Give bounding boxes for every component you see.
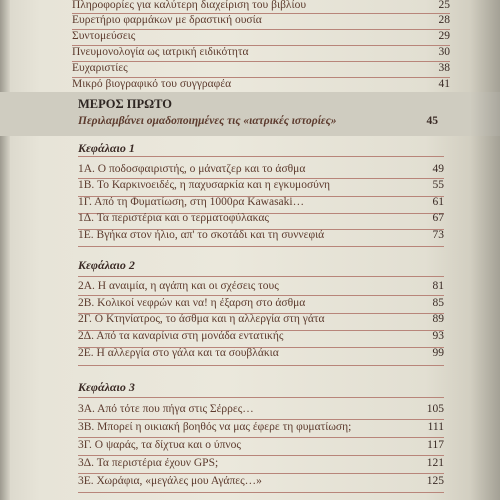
toc-entry-page: 38	[438, 62, 450, 74]
divider	[78, 492, 444, 493]
toc-entry-title: 1Γ. Από τη Φυματίωση, στη 1000ρα Kawasaki…	[78, 196, 305, 208]
toc-entry-page: 61	[432, 196, 444, 208]
toc-entry-title: 1Ε. Βγήκα στον ήλιο, απ' το σκοτάδι και τη συννεφιά	[78, 229, 325, 241]
page-edge-shadow	[470, 0, 500, 500]
toc-entry-title: Συντομεύσεις	[72, 30, 136, 42]
toc-entry-page: 28	[438, 14, 450, 26]
toc-entry-page: 85	[432, 297, 444, 309]
divider	[78, 156, 444, 157]
toc-entry-title: 2Δ. Από τα καναρίνια στη μονάδα εντατικής	[78, 330, 284, 342]
toc-entry-page: 121	[426, 457, 444, 469]
part-subtitle: Περιλαμβάνει ομαδοποιημένες τις «ιατρικές ιστορίες»	[78, 115, 337, 127]
toc-entry-page: 25	[438, 0, 450, 11]
toc-entry-page: 81	[432, 280, 444, 292]
toc-entry-title: Ευρετήριο φαρμάκων με δραστική ουσία	[72, 14, 262, 26]
toc-entry-title: 2Γ. Ο Κτηνίατρος, το άσθμα και η αλλεργία στη γάτα	[78, 313, 325, 325]
toc-entry-title: 3Ε. Χωράφια, «μεγάλες μου Αγάπες…»	[78, 475, 262, 487]
toc-entry-title: 3Α. Από τότε που πήγα στις Σέρρες…	[78, 403, 254, 415]
divider	[78, 419, 444, 420]
toc-entry-title: 1Α. Ο ποδοσφαιριστής, ο μάνατζερ και το άσθμα	[78, 163, 306, 175]
divider	[78, 437, 444, 438]
toc-entry-page: 73	[432, 229, 444, 241]
divider	[72, 61, 450, 62]
divider	[78, 246, 444, 247]
toc-entry-page: 117	[427, 439, 444, 451]
toc-entry-page: 111	[427, 421, 444, 433]
toc-entry-title: 2Α. Η αναιμία, η αγάπη και οι σχέσεις τους	[78, 280, 279, 292]
chapter-title: Κεφάλαιο 3	[78, 380, 135, 394]
toc-entry-title: Πνευμονολογία ως ιατρική ειδικότητα	[72, 46, 249, 58]
toc-entry-title: 3Γ. Ο ψαράς, τα δίχτυα και ο ύπνος	[78, 439, 241, 451]
toc-entry-title: 2Β. Κολικοί νεφρών και να! η έξαρση στο άσθμα	[78, 297, 306, 309]
toc-entry-title: Πληροφορίες για καλύτερη διαχείριση του βιβλίου	[72, 0, 307, 11]
divider	[78, 365, 444, 366]
part-header-band	[0, 92, 500, 136]
divider	[78, 397, 444, 398]
toc-entry-title: Ευχαριστίες	[72, 62, 128, 74]
toc-entry-title: Μικρό βιογραφικό του συγγραφέα	[72, 78, 232, 90]
chapter-title: Κεφάλαιο 1	[78, 141, 135, 155]
divider	[78, 295, 444, 296]
toc-entry-page: 105	[426, 403, 444, 415]
divider	[78, 455, 444, 456]
toc-entry-title: 1Δ. Τα περιστέρια και ο τερματοφύλακας	[78, 212, 269, 224]
toc-entry-page: 30	[438, 46, 450, 58]
toc-entry-title: 2Ε. Η αλλεργία στο γάλα και τα σουβλάκια	[78, 347, 279, 359]
toc-entry-title: 3Δ. Τα περιστέρια έχουν GPS;	[78, 457, 219, 469]
toc-entry-title: 1Β. Το Καρκινοειδές, η παχυσαρκία και η εγκυμοσύνη	[78, 179, 331, 191]
toc-entry-title: 3Β. Μπορεί η οικιακή βοηθός να μας έφερε τη φυματίωση;	[78, 421, 352, 433]
part-title: ΜΕΡΟΣ ΠΡΩΤΟ	[78, 97, 172, 111]
part-page: 45	[426, 115, 438, 127]
toc-entry-page: 125	[426, 475, 444, 487]
chapter-title: Κεφάλαιο 2	[78, 258, 135, 272]
toc-entry-page: 49	[432, 163, 444, 175]
toc-entry-page: 29	[438, 30, 450, 42]
toc-entry-page: 89	[432, 313, 444, 325]
toc-entry-page: 55	[432, 179, 444, 191]
toc-entry-page: 67	[432, 212, 444, 224]
toc-entry-page: 93	[432, 330, 444, 342]
toc-entry-page: 99	[432, 347, 444, 359]
divider	[78, 473, 444, 474]
divider	[78, 276, 444, 277]
book-spine	[0, 0, 10, 500]
toc-entry-page: 41	[438, 78, 450, 90]
